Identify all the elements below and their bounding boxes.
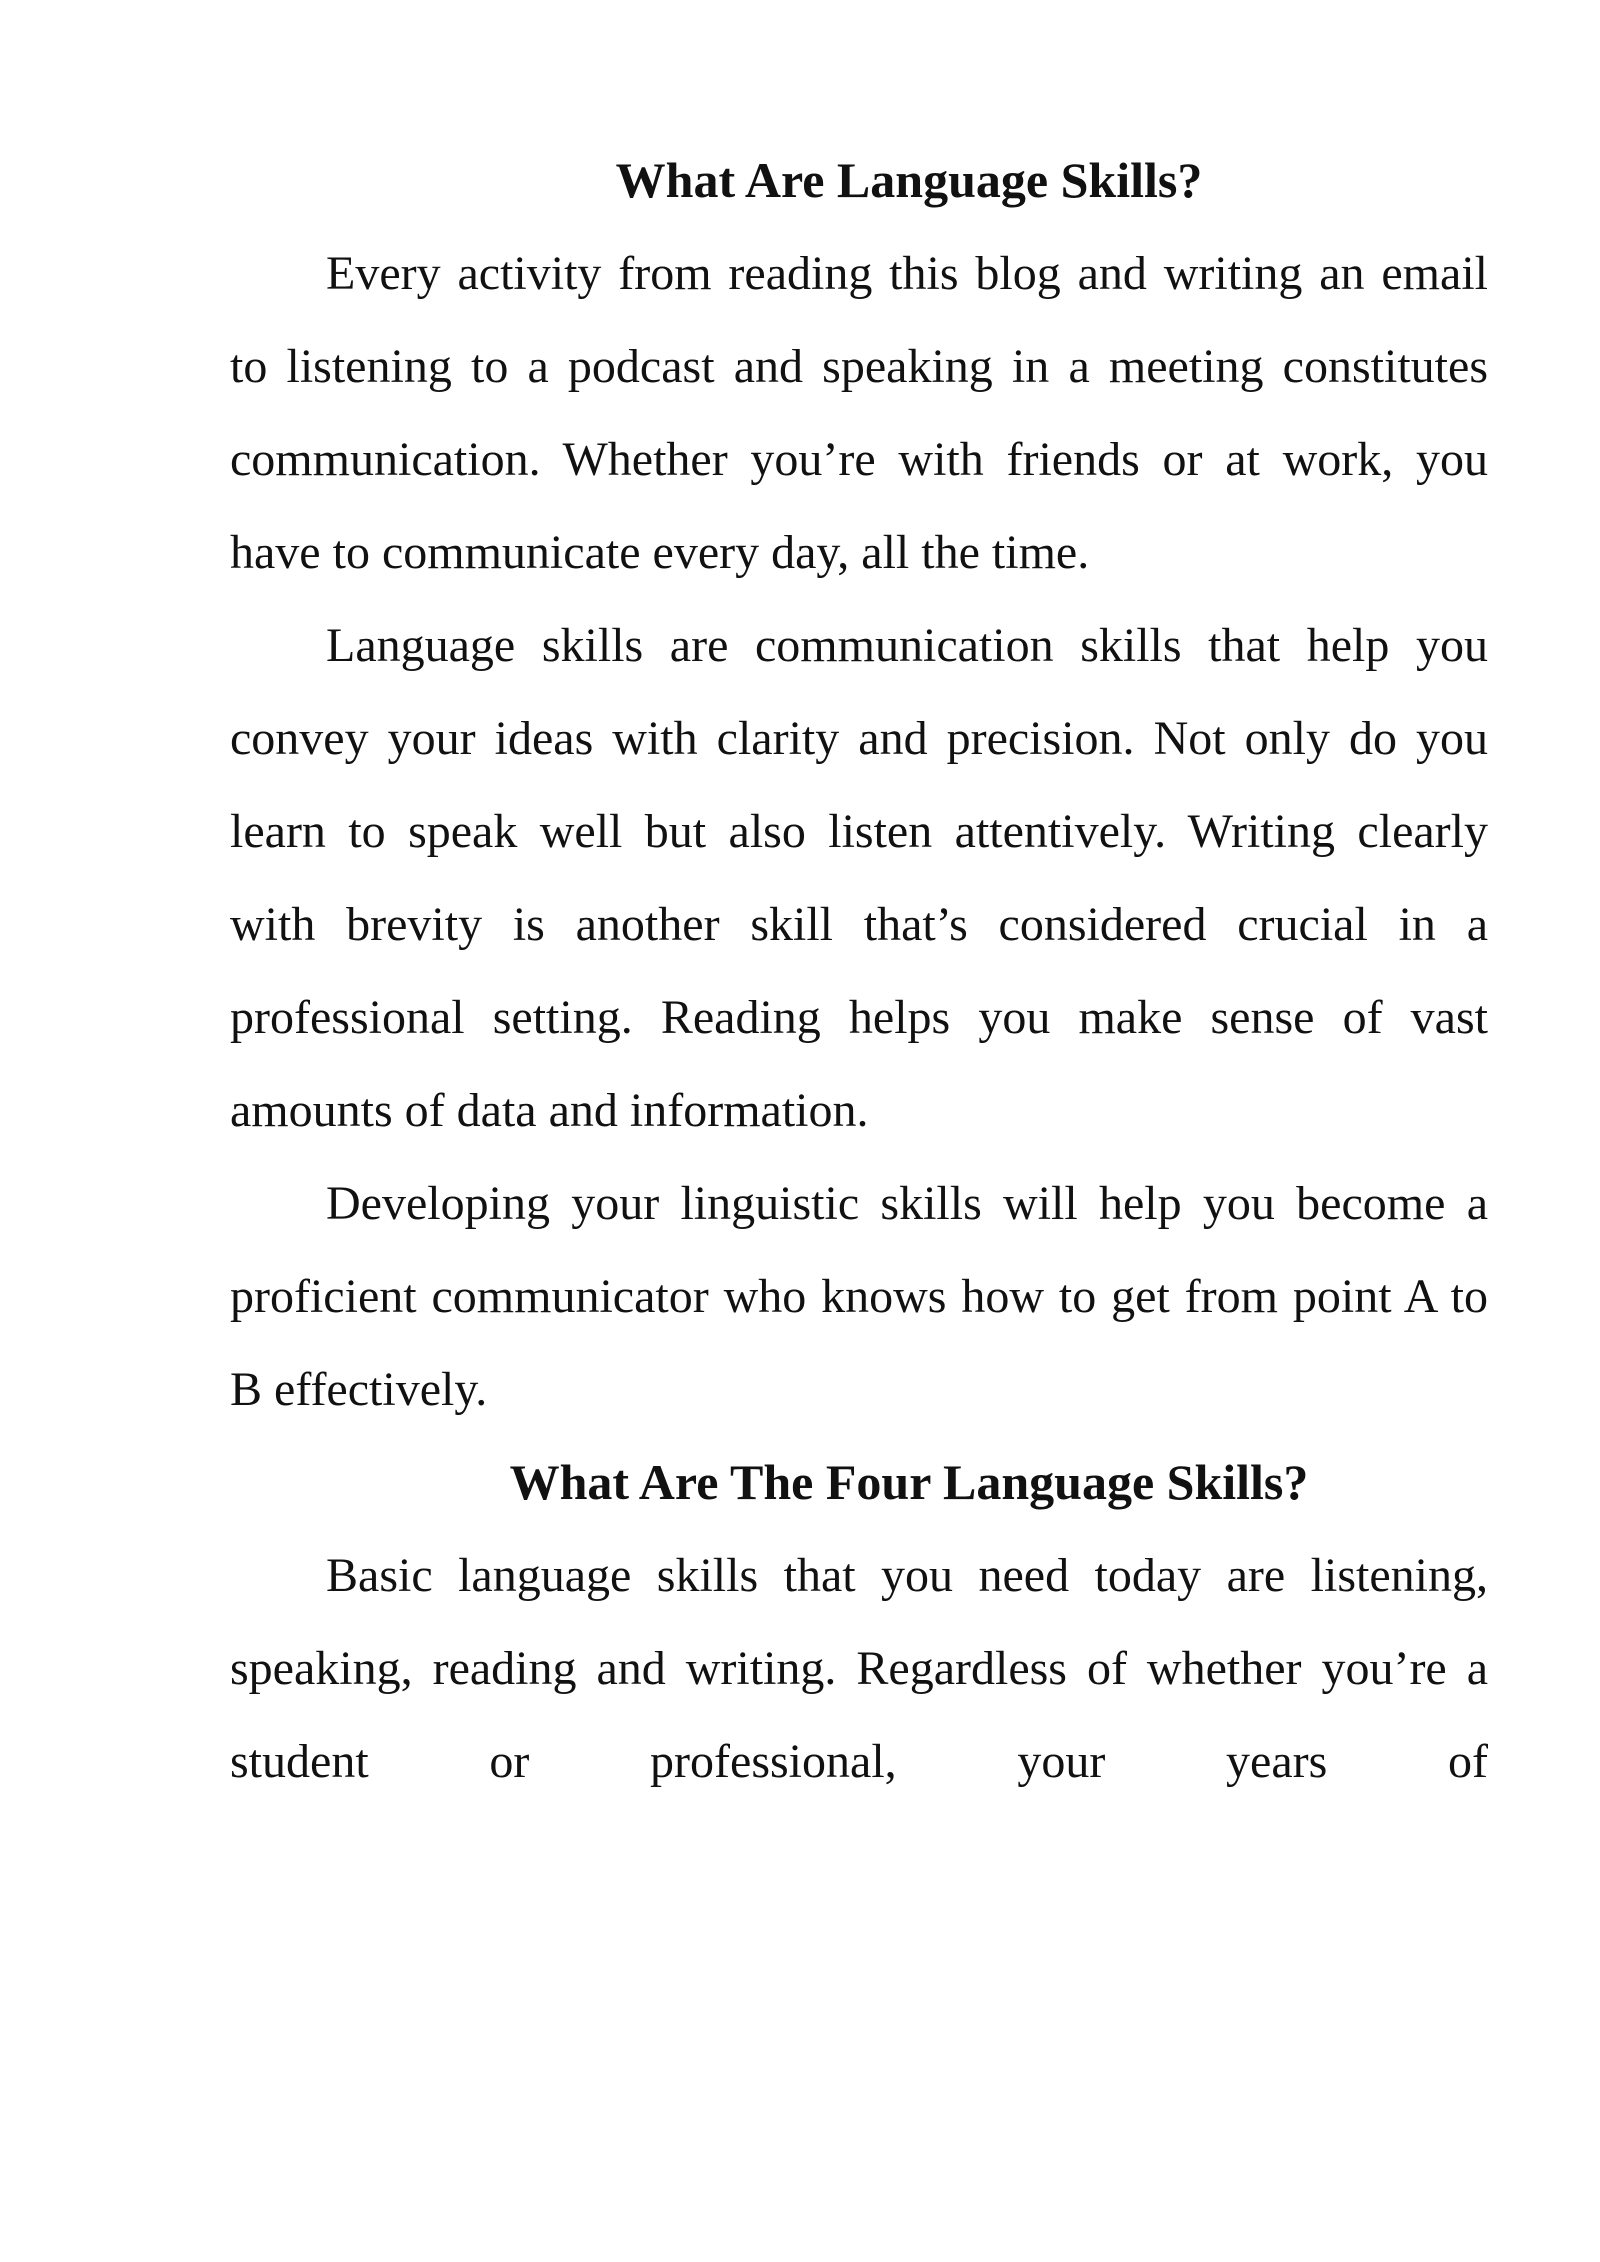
paragraph-communication: Every activity from reading this blog and writing an email to listening to a podcast and speaking in a meeting constitutes communication. Whether you’re with friends or at work, you have to communicate every day, all the time. xyxy=(230,247,1488,579)
heading-four-language-skills: What Are The Four Language Skills? xyxy=(509,1454,1309,1510)
paragraph-linguistic-skills: Developing your linguistic skills will help you become a proficient communicator who knows how to get from point A to B effectively. xyxy=(230,1177,1488,1416)
heading-language-skills: What Are Language Skills? xyxy=(615,152,1203,208)
document-body xyxy=(230,146,1488,1808)
paragraph-basic-skills: Basic language skills that you need today are listening, speaking, reading and writing. Regardless of whether you’re a student or professional, your years of xyxy=(230,1549,1488,1788)
paragraph-language-skills-definition: Language skills are communication skills that help you convey your ideas with clarity and precision. Not only do you learn to speak well but also listen attentively. Writing clearly with brevity is another skill that’s considered crucial in a professional setting. Reading helps you make sense of vast amounts of data and information. xyxy=(230,619,1488,1137)
